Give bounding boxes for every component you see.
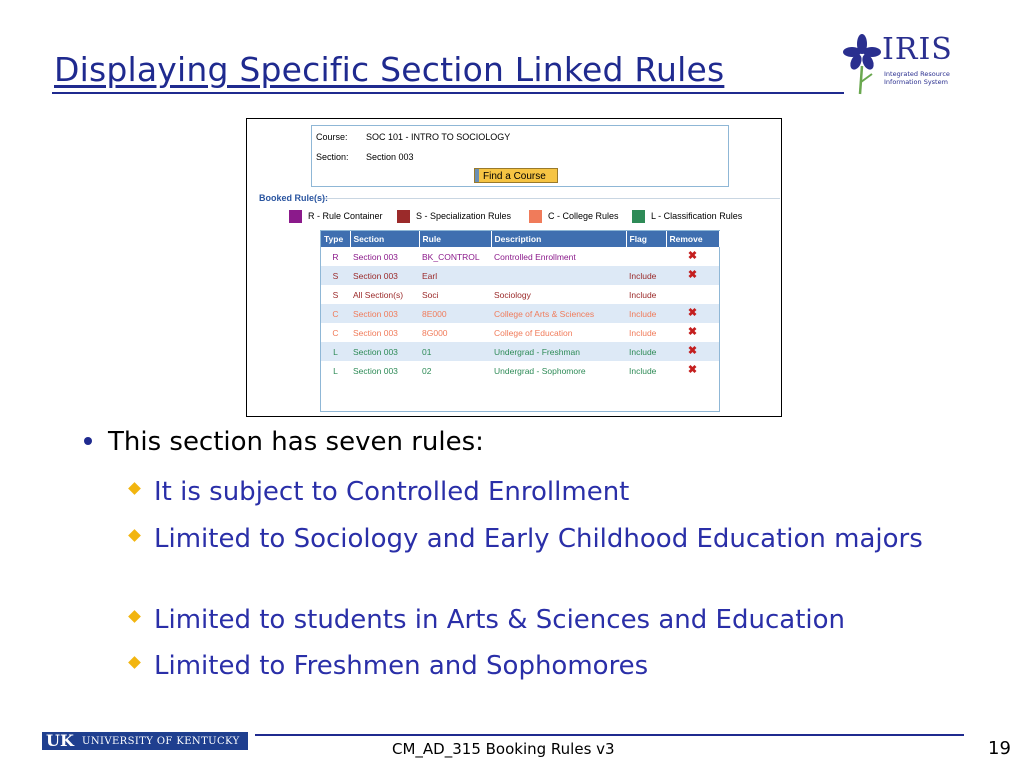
slide-title: Displaying Specific Section Linked Rules: [54, 50, 725, 89]
bullet-dot-icon: [84, 437, 92, 445]
table-row[interactable]: [321, 342, 719, 361]
description-cell: [491, 266, 626, 285]
rule-cell: 01: [419, 342, 491, 361]
main-bullet-text: This section has seven rules:: [108, 427, 484, 457]
remove-cell: [666, 247, 719, 266]
remove-x-icon[interactable]: ✖: [687, 326, 698, 338]
rule-cell: 8G000: [422, 327, 448, 338]
rule-cell: BK_CONTROL: [422, 251, 480, 262]
flower-icon: [842, 32, 882, 96]
remove-cell: [666, 304, 719, 323]
remove-cell: [666, 361, 719, 380]
university-logo: [42, 732, 248, 750]
flag-cell: Include: [626, 342, 666, 361]
table-row[interactable]: [321, 247, 719, 266]
column-header-section[interactable]: Section: [350, 231, 419, 247]
legend-label: R - Rule Container: [308, 210, 383, 221]
booked-rules-label: Booked Rule(s):: [259, 193, 329, 203]
type-cell: C: [332, 327, 339, 338]
remove-cell: [666, 266, 719, 285]
section-label: Section:: [316, 152, 349, 162]
description-cell: College of Arts & Sciences: [491, 304, 626, 323]
rule-cell: Earl: [419, 266, 491, 285]
table-header-row: [321, 231, 719, 247]
legend-swatch: [289, 210, 302, 223]
description-cell: College of Education: [494, 327, 573, 338]
diamond-bullet-icon: [128, 610, 141, 623]
flag-cell: Include: [626, 304, 666, 323]
legend-item-college: [529, 210, 619, 223]
legend-item-classification: [632, 210, 742, 223]
column-header-type[interactable]: Type: [321, 231, 350, 247]
legend-label: C - College Rules: [548, 210, 619, 221]
remove-x-icon[interactable]: ✖: [687, 250, 698, 262]
iris-logo: [842, 32, 952, 96]
description-cell: Controlled Enrollment: [494, 251, 576, 262]
table-row[interactable]: [321, 361, 719, 380]
rule-cell: 02: [422, 365, 432, 376]
column-header-description[interactable]: Description: [491, 231, 626, 247]
remove-cell: [666, 285, 719, 304]
type-cell: S: [332, 289, 339, 300]
flag-cell: Include: [629, 365, 657, 376]
sub-bullet-text: Limited to Freshmen and Sophomores: [154, 651, 649, 681]
remove-cell: [666, 342, 719, 361]
legend-swatch: [632, 210, 645, 223]
remove-x-icon[interactable]: ✖: [687, 345, 698, 357]
table-row[interactable]: [321, 323, 719, 342]
rule-cell: Soci: [422, 289, 439, 300]
diamond-bullet-icon: [128, 656, 141, 669]
logo-subtitle: [884, 70, 950, 86]
table-row[interactable]: [321, 304, 719, 323]
section-cell: All Section(s): [353, 289, 404, 300]
rule-cell: 8E000: [419, 304, 491, 323]
description-cell: Undergrad - Sophomore: [494, 365, 586, 376]
legend-item-rule-container: [289, 210, 383, 223]
course-label: Course:: [316, 132, 348, 142]
section-cell: Section 003: [353, 327, 398, 338]
legend-swatch: [529, 210, 542, 223]
legend-label: L - Classification Rules: [651, 210, 743, 221]
remove-x-icon[interactable]: ✖: [687, 307, 698, 319]
find-course-button[interactable]: Find a Course: [474, 168, 558, 183]
remove-x-icon[interactable]: ✖: [687, 269, 698, 281]
description-cell: Undergrad - Freshman: [491, 342, 626, 361]
logo-subtitle-line1: Integrated Resource: [884, 70, 950, 78]
section-cell: Section 003: [353, 365, 398, 376]
section-cell: Section 003: [353, 251, 398, 262]
type-cell: C: [321, 304, 350, 323]
flag-cell: Include: [626, 266, 666, 285]
logo-subtitle-line2: Information System: [884, 78, 948, 86]
embedded-screenshot: [246, 118, 782, 417]
description-cell: Sociology: [494, 289, 531, 300]
diamond-bullet-icon: [128, 529, 141, 542]
uk-mark: UK: [46, 731, 74, 750]
sub-bullet-text: It is subject to Controlled Enrollment: [154, 477, 630, 507]
column-header-flag[interactable]: Flag: [626, 231, 666, 247]
legend-item-specialization: [397, 210, 511, 223]
diamond-bullet-icon: [128, 482, 141, 495]
column-header-remove[interactable]: Remove: [666, 231, 719, 247]
section-cell: Section 003: [350, 342, 419, 361]
remove-x-icon[interactable]: ✖: [687, 364, 698, 376]
legend-label: S - Specialization Rules: [416, 210, 512, 221]
course-value: SOC 101 - INTRO TO SOCIOLOGY: [366, 132, 511, 142]
course-info-panel: [311, 125, 729, 187]
type-cell: S: [321, 266, 350, 285]
rules-grid: [320, 230, 720, 412]
footer-rule: [255, 734, 964, 736]
rules-table-body: [321, 247, 719, 380]
section-value: Section 003: [366, 152, 414, 162]
remove-cell: [666, 323, 719, 342]
footer-text: CM_AD_315 Booking Rules v3: [392, 740, 615, 758]
rules-table: [321, 231, 720, 380]
flag-cell: [626, 247, 666, 266]
type-cell: L: [321, 342, 350, 361]
legend-swatch: [397, 210, 410, 223]
type-cell: R: [332, 251, 339, 262]
sub-bullet-text: Limited to Sociology and Early Childhood Education majors: [154, 524, 923, 554]
column-header-rule[interactable]: Rule: [419, 231, 491, 247]
section-cell: Section 003: [350, 266, 419, 285]
type-cell: L: [333, 365, 338, 376]
flag-cell: Include: [629, 289, 657, 300]
table-row[interactable]: [321, 266, 719, 285]
page-number: 19: [988, 738, 1011, 759]
university-name: UNIVERSITY OF KENTUCKY: [82, 736, 240, 747]
table-row[interactable]: [321, 285, 719, 304]
flag-cell: Include: [629, 327, 657, 338]
title-underline: [52, 92, 844, 94]
logo-name: IRIS: [882, 32, 953, 67]
section-cell: Section 003: [350, 304, 419, 323]
booked-rules-divider: [317, 198, 780, 199]
sub-bullet-text: Limited to students in Arts & Sciences and Education: [154, 605, 845, 635]
